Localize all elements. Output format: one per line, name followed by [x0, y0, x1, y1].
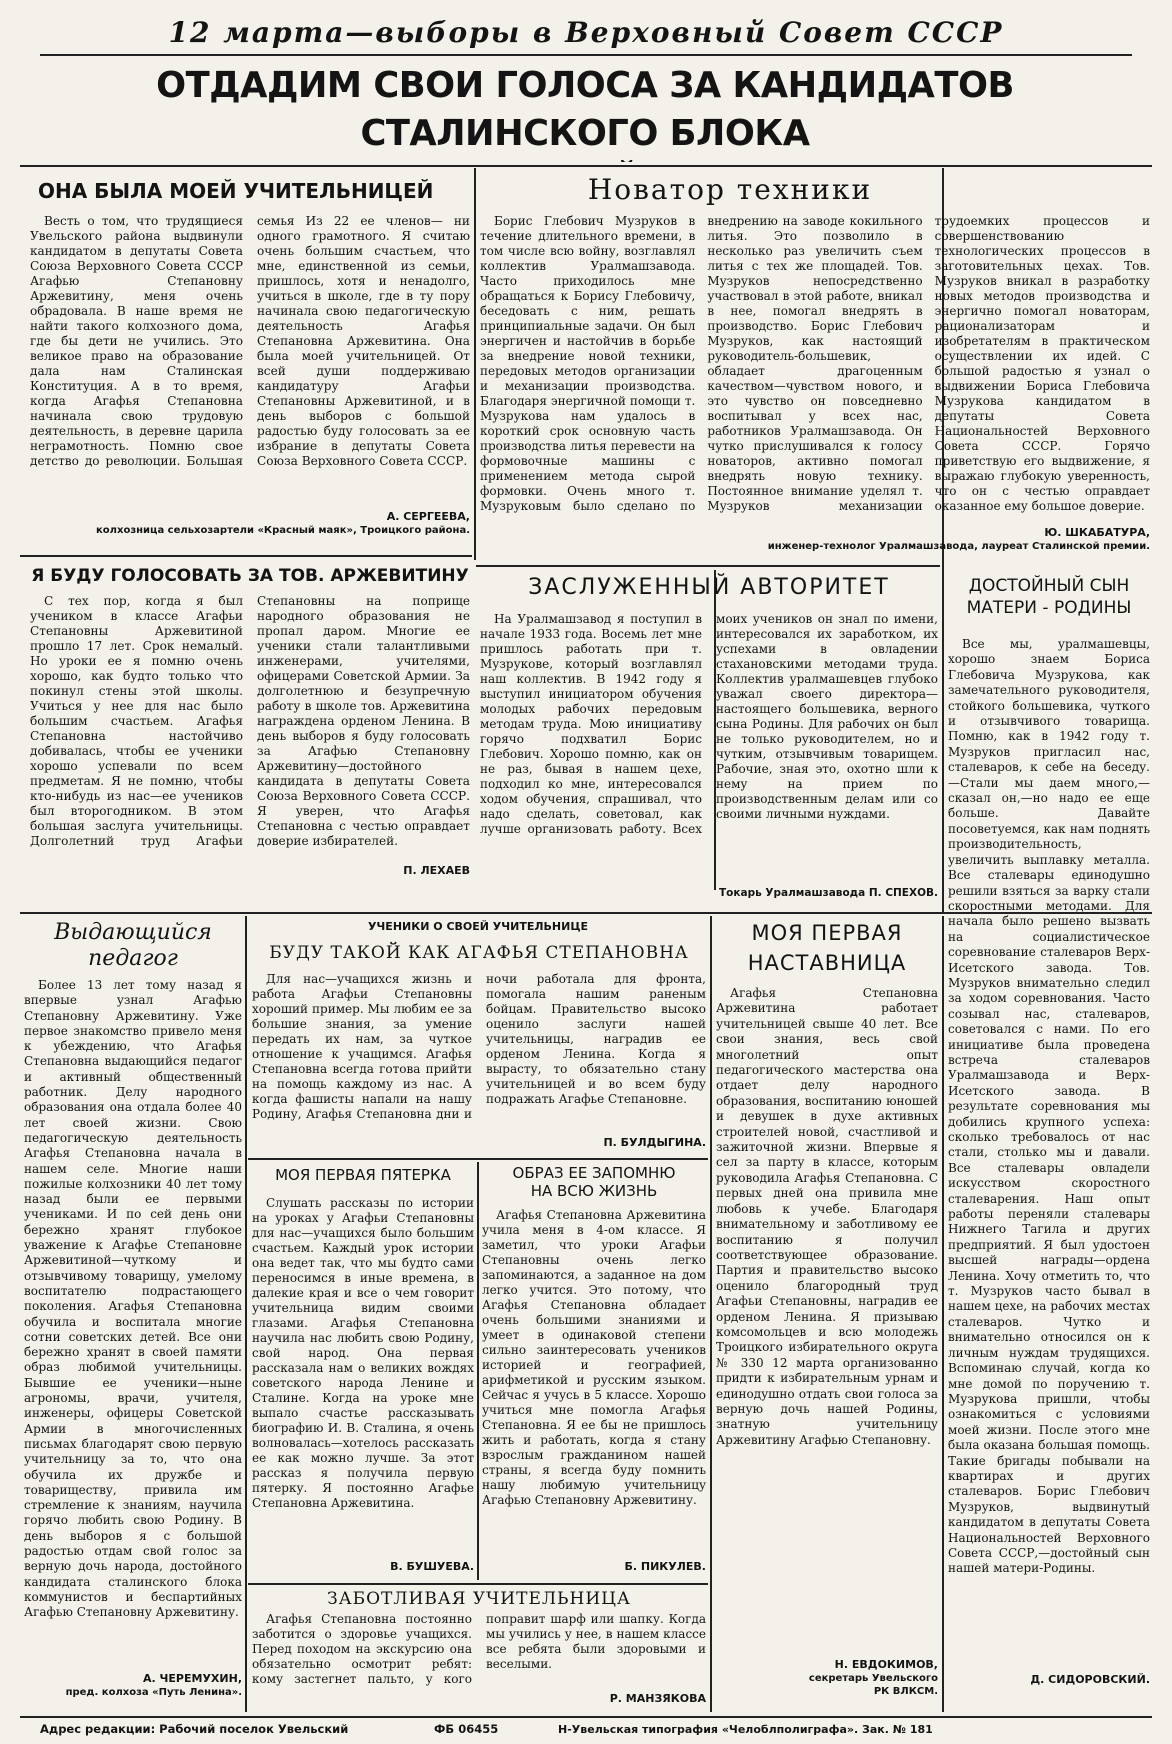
section-rubric: УЧЕНИКИ О СВОЕЙ УЧИТЕЛЬНИЦЕ [367, 920, 589, 933]
editorial-address: Адрес редакции: Рабочий поселок Увельский [40, 1722, 349, 1736]
headline-line-2 [31, 158, 1138, 162]
author-title: инженер-технолог Уралмашзавода, лауреат Сталинской премии. [767, 541, 1150, 552]
article-title: Выдающийся педагог [54, 920, 212, 971]
section-rule [20, 555, 472, 557]
imprint-footer [20, 1716, 1152, 1742]
article-title: Я БУДУ ГОЛОСОВАТЬ ЗА ТОВ. АРЖЕВИТИНУ [31, 566, 469, 586]
headline-line-1: ОТДАДИМ СВОИ ГОЛОСА ЗА КАНДИДАТОВ СТАЛИНСКОГО БЛОКА [156, 65, 1014, 154]
article-body: Агафья Степановна постоянно заботится о здоровье учащихся. Перед походом на экскурсию она обязательно осмотрит ребят: кому застегнет пальто, у кого поправит шарф или шапку. Когда мы учились у нее, в нашем классе все ребята были здоровыми и веселыми. [252, 1612, 706, 1686]
column-rule [245, 916, 247, 1712]
column-rule [942, 916, 944, 1712]
article-title: МОЯ ПЕРВАЯ ПЯТЕРКА [275, 1166, 451, 1184]
article-body: Борис Глебович Музруков в течение длительного времени, в том числе всю войну, возглавлял коллектив Уралмашзавода. Часто приходилось мне обращаться к Борису Глебовичу, беседовать с ним, решать принципиальные задачи. Он был энергичен и настойчив в борьбе за внедрение новой техники, передовых методов организации и механизации производства. Благодаря энергичной помощи т. Музрукова нам удалось в короткий срок основную часть производства литья перевести на формовочные машины с применением метода сырой формовки. Очень много т. Музруковым было сделано по внедрению на заводе кокильного литья. Это позволило в несколько раз увеличить съем литья с тех же площадей. Тов. Музруков непосредственно участвовал в этой работе, вникал в нее, помогал внедрять в производство. Борис Глебович Музруков, как настоящий руководитель-большевик, обладает драгоценным качеством—чувством нового, и это чувство он повседневно воспитывал у всех нас, работников Уралмашзавода. Он чутко прислушивался к голосу новаторов, активно помогал внедрять новую технику. Постоянное внимание уделял т. Музруков механизации трудоемких процессов и совершенствованию технологических процессов в заготовительных цехах. Тов. Музруков вникал в разработку новых методов производства и энергично помогал новаторам, рационализаторам и изобретателям в практическом осуществлении их идей. С большой радостью я узнал о выдвижении Бориса Глебовича Музрукова кандидатом в депутаты Совета Национальностей Верховного Совета СССР. Горячо приветствую его выдвижение, я выражаю глубокую уверенность, что он с честью оправдает оказанное ему большое доверие. [480, 214, 1150, 513]
article-body: Весть о том, что трудящиеся Увельского района выдвинули кандидатом в депутаты Совета Союза Верховного Совета СССР Агафью Степановну Аржевитину, меня очень обрадовала. В наше время не найти такого колхозного дома, где бы дети не учились. Это великое право на образование дала нам Сталинская Конституция. А в то время, когда Агафья Степановна начинала свою трудовую деятельность, в деревне царила неграмотность. Помню свое детство до революции. Большая семья Из 22 ее членов— ни одного грамотного. Я считаю очень большим счастьем, что мне, единственной из семьи, пришлось, хотя и ненадолго, учиться в школе, где в ту пору начинала свою педагогическую деятельность Агафья Степановна Аржевитина. Она была моей учительницей. От всей души поддерживаю кандидатуру Агафьи Степановны Аржевитиной, и в день выборов с большой радостью буду голосовать за ее избрание в депутаты Совета Союза Верховного Совета СССР. [30, 214, 470, 468]
article-body: Все мы, уралмашевцы, хорошо знаем Бориса Глебовича Музрукова, как замечательного руководителя, стойкого большевика, чуткого и отзывчивого товарища. Помню, как в 1942 году т. Музруков пригласил нас, сталеваров, к себе на беседу. —Стали мы даем много,—сказал он,—но надо ее еще больше. Давайте посоветуемся, как нам поднять производительность, увеличить выплавку металла. Все сталевары единодушно решили взяться за варку стали скоростными методами. Для начала было решено вызвать на социалистическое соревнование сталеваров Верх-Исетского завода. Тов. Музруков внимательно следил за ходом соревнования. Часто созывал нас, сталеваров, советовался с нами. По его инициативе была проведена встреча сталеваров Уралмашзавода и Верх-Исетского завода. В результате соревнования мы добились крупного успеха: сколько требовалось от нас стали, столько мы и давали. Все сталевары овладели искусством скоростного сталеварения. Наш опыт работы переняли сталевары Нижнего Тагила и других предприятий. Я был удостоен высшей награды—ордена Ленина. Хочу отметить то, что т. Музруков часто бывал в нашем цехе, на рабочих местах сталеваров. Чутко и внимательно относился он к личным нуждам трудящихся. Вспоминаю случай, когда ко мне домой по поручению т. Музрукова пришли, чтобы ознакомиться с условиями моей жизни. После этого мне была оказана большая помощь. Такие бригады побывали на квартирах и других сталеваров. Борис Глебович Музруков, выдвинутый кандидатом в депутаты Совета Национальностей Верховного Совета СССР,—достойный сын нашей матери-Родины. [948, 637, 1150, 1576]
front-page-headline [31, 62, 1138, 162]
article-title: ЗАСЛУЖЕННЫЙ АВТОРИТЕТ [528, 575, 890, 600]
election-kicker: 12 марта—выборы в Верховный Совет СССР [40, 16, 1132, 56]
article-body: Агафья Степановна Аржевитина работает учительницей свыше 40 лет. Все свои знания, весь свой многолетний опыт педагогического мастерства она отдает делу народного образования, воспитанию юношей и девушек в духе активных строителей новой, счастливой и зажиточной жизни. Впервые я сел за парту в классе, которым руководила Агафья Степановна. С первых дней она привила мне любовь к учебе. Благодаря внимательному и заботливому ее воспитанию я получил соответствующее образование. Партия и правительство высоко оценило благородный труд Агафьи Степановны, наградив ее орденом Ленина. Я призываю комсомольцев и всю молодежь Троицкого избирательного округа № 330 12 марта организованно придти к избирательным урнам и единодушно отдать свои голоса за верную дочь нашей Родины, знатную учительницу Аржевитину Агафью Степановну. [716, 986, 938, 1447]
author-signature: В. БУШУЕВА. [390, 1560, 474, 1573]
article-title: ДОСТОЙНЫЙ СЫН МАТЕРИ - РОДИНЫ [966, 576, 1132, 618]
author-signature: П. ЛЕХАЕВ [403, 864, 470, 877]
author-signature: Д. СИДОРОВСКИЙ. [1030, 1673, 1150, 1686]
article-title: Новатор техники [587, 173, 873, 206]
article-title: ОНА БЫЛА МОЕЙ УЧИТЕЛЬНИЦЕЙ [38, 179, 434, 203]
article-title: БУДУ ТАКОЙ КАК АГАФЬЯ СТЕПАНОВНА [269, 943, 689, 963]
author-title: пред. колхоза «Путь Ленина». [65, 1687, 242, 1698]
article-outstanding-teacher [24, 920, 242, 1712]
column-rule [474, 168, 476, 560]
article-remember-forever [482, 1164, 706, 1580]
article-worthy-son [948, 575, 1150, 1712]
section-rule [248, 1158, 708, 1160]
article-innovator [480, 170, 1150, 562]
author-signature: П. БУЛДЫГИНА. [603, 1136, 706, 1149]
author-signature: Ю. ШКАБАТУРА, [1044, 526, 1150, 539]
author-title: секретарь Увельского [808, 1673, 938, 1684]
article-she-was-my-teacher [30, 178, 470, 553]
article-first-mentor [716, 918, 938, 1712]
author-title: колхозница сельхозартели «Красный маяк», Троицкого района. [96, 525, 470, 536]
article-title: ОБРАЗ ЕЕ ЗАПОМНЮ НА ВСЮ ЖИЗНЬ [512, 1164, 676, 1200]
masthead-rule [20, 165, 1152, 167]
author-signature: А. ЧЕРЕМУХИН, [143, 1672, 242, 1685]
article-title: МОЯ ПЕРВАЯ НАСТАВНИЦА [747, 921, 907, 975]
section-rule [248, 1583, 708, 1585]
printer-info: Н-Увельская типография «Челоблполиграфа». Зак. № 181 [558, 1723, 933, 1736]
article-first-five [252, 1164, 474, 1580]
author-signature: Токарь Уралмашзавода П. СПЕХОВ. [719, 887, 938, 899]
author-signature: Р. МАНЗЯКОВА [609, 1692, 706, 1705]
author-org: РК ВЛКСМ. [873, 1686, 938, 1697]
article-caring-teacher [252, 1588, 706, 1712]
article-body: Слушать рассказы по истории на уроках у Агафьи Степановны для нас—учащихся было большим счастьем. Каждый урок истории она ведет так, что мы будто сами переносимся в иные времена, в далекие края и все о чем говорит учительница видим своими глазами. Агафья Степановна научила нас любить свою Родину, свой народ. Она первая рассказала нам о великих вождях советского народа Ленине и Сталине. Когда на уроке мне выпало счастье рассказывать биографию И. В. Сталина, я очень волновалась—хотелось рассказать ее как можно лучше. За этот рассказ я получила первую пятерку. Я постоянно Агафье Степановна Аржевитина. [252, 1196, 474, 1510]
author-signature: Б. ПИКУЛЕВ. [624, 1560, 706, 1573]
section-rule [476, 565, 940, 567]
author-signature: Н. ЕВДОКИМОВ, [834, 1658, 938, 1671]
author-signature: А. СЕРГЕЕВА, [386, 510, 470, 523]
article-like-agafya [252, 940, 706, 1154]
print-code: ФБ 06455 [434, 1722, 499, 1736]
article-body: На Уралмашзавод я поступил в начале 1933 года. Восемь лет мне пришлось работать при т. Музрукове, который возглавлял наш коллектив. В 1942 году я выступил инициатором обучения молодых рабочих передовым методам труда. Мою инициативу горячо подхватил Борис Глебович. Хорошо помню, как он не раз, бывая в нашем цехе, подходил ко мне, интересовался ходом обучения, спрашивал, что надо сделать, советовал, как лучше организовать работу. Всех моих учеников он знал по имени, интересовался их заработком, их успехами в овладении стахановскими методами труда. Коллектив уралмашевцев глубоко уважал своего директора—настоящего большевика, верного сына Родины. Для рабочих он был не только руководителем, но и чутким, отзывчивым товарищем. Рабочие, зная это, охотно шли к нему на прием по производственным делам или со своими личными нуждами. [480, 612, 938, 836]
article-body: С тех пор, когда я был учеником в классе Агафьи Степановны Аржевитиной прошло 17 лет. Срок немалый. Но уроки ее я помню очень хорошо, как будто только что покинул стены этой школы. Учиться у нее для нас было большим счастьем. Агафья Степановна настойчиво добивалась, чтобы ее ученики хорошо успевали по всем предметам. Я не помню, чтобы кто-нибудь из нас—ее учеников был второгодником. В этом большая заслуга учительницы. Долголетний труд Агафьи Степановны на поприще народного образования не пропал даром. Многие ее ученики стали талантливыми инженерами, учителями, офицерами Советской Армии. За долголетнюю и безупречную работу в школе тов. Аржевитина награждена орденом Ленина. В день выборов я буду голосовать за Агафью Степановну Аржевитину—достойного кандидата в депутаты Совета Союза Верховного Совета СССР. Я уверен, что Агафья Степановна с честью оправдает доверие избирателей. [30, 594, 470, 848]
article-title: ЗАБОТЛИВАЯ УЧИТЕЛЬНИЦА [327, 1589, 631, 1609]
column-rule [477, 1162, 479, 1580]
article-authority [480, 572, 938, 908]
column-rule [710, 916, 712, 1712]
article-body: Более 13 лет тому назад я впервые узнал Агафью Степановну Аржевитину. Уже первое знакомство привело меня к убеждению, что Агафья Степановна выдающийся педагог и активный общественный работник. Делу народного образования она отдала более 40 лет своей жизни. Свою педагогическую деятельность Агафья Степановна начала в нашем селе. Многие наши пожилые колхозники 40 лет тому назад были ее первыми учениками. И по сей день они бережно хранят глубокое уважение к Агафье Степановне Аржевитиной—чуткому и отзывчивому товарищу, умелому воспитателю подрастающего поколения. Агафья Степановна обучила и воспитала многие сотни советских детей. Все они бережно хранят в своей памяти образ любимой учительницы. Бывшие ее ученики—ныне агрономы, врачи, учителя, инженеры, офицеры Советской Армии в многочисленных письмах благодарят свою первую учительницу за то, что она обучила их дружбе и товариществу, привила им стремление к знаниям, научила горячо любить свою Родину. В день выборов я с большой радостью отдам свой голос за верную дочь народа, достойного кандидата сталинского блока коммунистов и беспартийных Агафью Степановну Аржевитину. [24, 978, 242, 1620]
article-body: Агафья Степановна Аржевитина учила меня в 4-ом классе. Я заметил, что уроки Агафьи Степановны очень легко запоминаются, а заданное на дом легко учится. Это потому, что Агафья Степановна обладает очень большими знаниями и умеет в одинаковой степени сильно заинтересовать учеников историей и географией, арифметикой и русским языком. Сейчас я учусь в 5 классе. Хорошо учиться мне помогла Агафья Степановна. Я ее бы не пришлось жить и работать, когда я стану взрослым гражданином нашей страны, я всегда буду помнить нашу любимую учительницу Агафью Степановну Аржевитину. [482, 1208, 706, 1507]
article-i-will-vote [30, 560, 470, 900]
article-body: Для нас—учащихся жизнь и работа Агафьи Степановны хороший пример. Мы любим ее за большие знания, за умение передать их нам, за чуткое отношение к учащимся. Агафья Степановна всегда готова прийти на помощь каждому из нас. А когда фашисты напали на нашу Родину, Агафья Степановна дни и ночи работала для фронта, помогала нашим раненым бойцам. Правительство высоко оценило заслуги нашей учительницы, наградив ее орденом Ленина. Когда я вырасту, то обязательно стану учительницей и во всем буду подражать Агафье Степановне. [252, 972, 706, 1121]
